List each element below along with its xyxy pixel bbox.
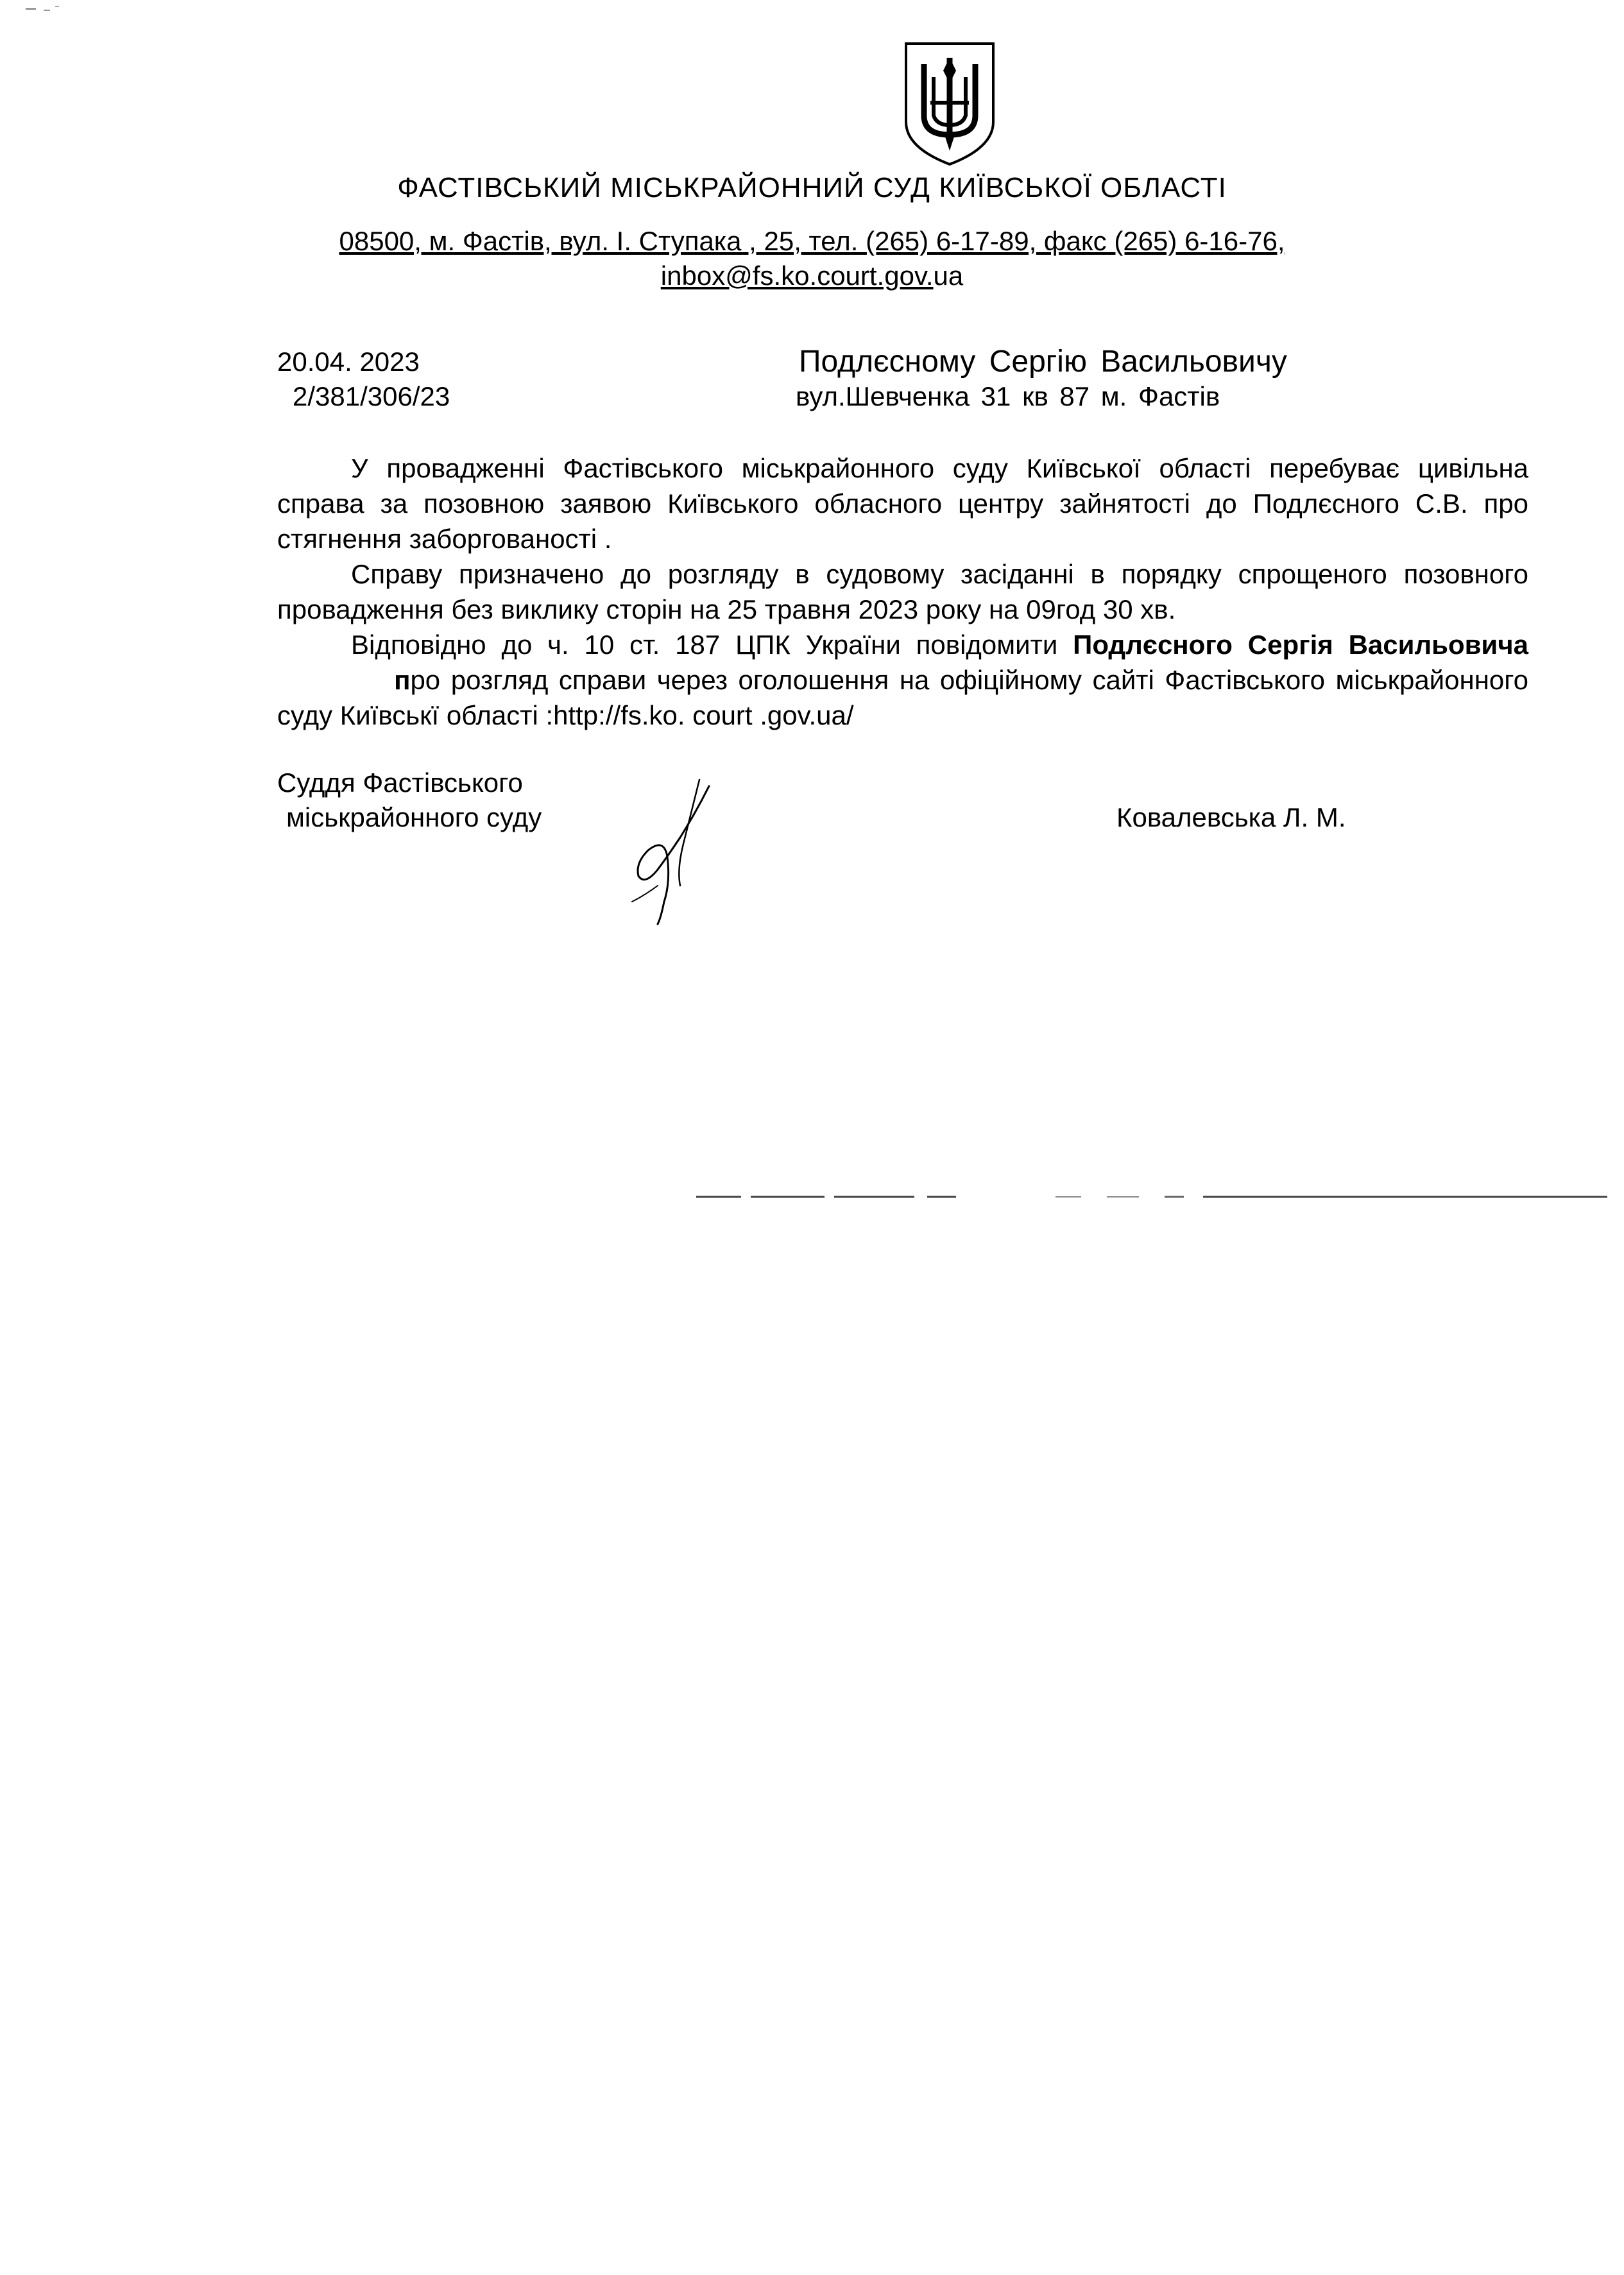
defendant-name-bold: Подлєсного Сергія Васильовича <box>1073 630 1528 660</box>
handwritten-signature <box>619 773 715 927</box>
notice-body <box>277 451 1528 733</box>
body-paragraph-2: Справу призначено до розгляду в судовому засіданні в порядку спрощеного позовного провадження без виклику сторін на 25 травня 2023 року на 09год 30 хв. <box>277 559 1528 624</box>
judge-title-line-1: Суддя Фастівського <box>277 768 523 798</box>
trident-coat-of-arms-icon <box>898 39 1001 167</box>
scan-dashed-line <box>696 1195 1607 1199</box>
scan-artifact-mark <box>24 4 63 13</box>
judge-name: Ковалевська Л. М. <box>1116 802 1346 832</box>
court-email-line <box>0 261 1624 291</box>
judge-title-line-2: міськрайонного суду <box>286 802 542 832</box>
case-number: 2/381/306/23 <box>293 381 450 411</box>
court-name: ФАСТІВСЬКИЙ МІСЬКРАЙОННИЙ СУД КИЇВСЬКОЇ ОБЛАСТІ <box>397 172 1227 203</box>
recipient-name: Подлєсному Сергію Васильовичу <box>799 345 1287 379</box>
letter-date: 20.04. 2023 <box>277 347 420 377</box>
p3-start: Відповідно до ч. 10 ст. 187 ЦПК України повідомити <box>351 630 1073 660</box>
p3-end: ро розгляд справи через оголошення на офіційному сайті Фастівського міськрайонного суду Київськї області :http://fs.ko. court .gov.ua/ <box>277 665 1528 730</box>
recipient-address: вул.Шевченка 31 кв 87 м. Фастів <box>796 381 1220 411</box>
body-paragraph-3 <box>277 627 1528 733</box>
body-paragraph-1: У провадженні Фастівського міськрайонного суду Київської області перебуває цивільна справа за позовною заявою Київського обласного центру зайнятості до Подлєсного С.В. про стягнення заборгованості . <box>277 453 1528 554</box>
court-email-tail: ua <box>933 261 964 291</box>
court-email: inbox@fs.ko.court.gov. <box>660 261 934 291</box>
court-address: 08500, м. Фастів, вул. І. Ступака , 25, тел. (265) 6-17-89, факс (265) 6-16-76, <box>339 226 1285 256</box>
p3-bold-letter: п <box>394 665 411 695</box>
